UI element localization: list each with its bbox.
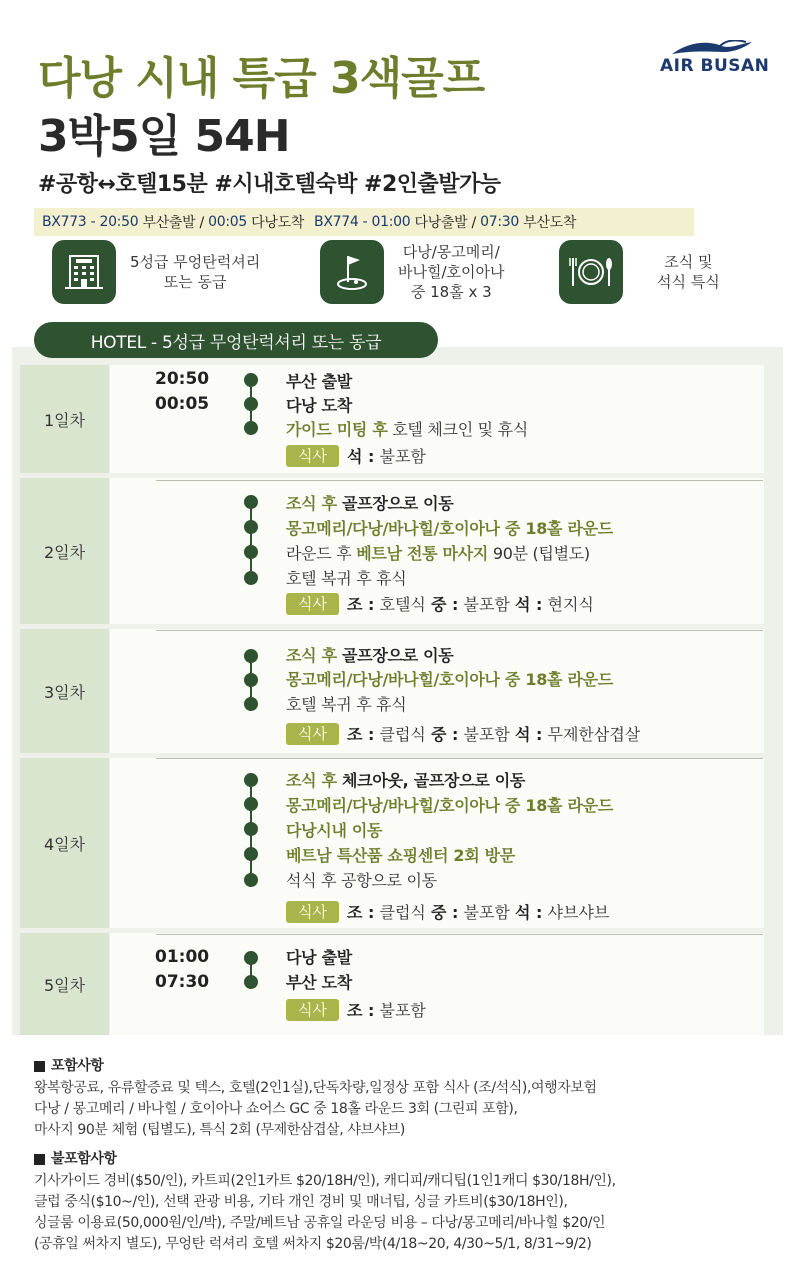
day3-row: 호텔 복귀 후 휴식 [286,695,407,714]
meal-value: 샤브샤브 [547,903,610,922]
timeline-dot [244,571,258,585]
included-block [34,1056,774,1141]
time-arrival: 07:30 [155,972,210,992]
included-line: 왕복항공료, 유류할증료 및 텍스, 호텔(2인1실),단독차량,일정상 포함 식사 (조/석식),여행자보험 [34,1080,597,1096]
meal-key: 조 : [346,595,375,614]
day5-times [155,945,209,995]
logo-text [660,56,769,76]
timeline-dot [244,520,258,534]
timeline-dot [244,673,258,687]
notes-section [34,1056,774,1263]
meal-value: 클럽식 [379,903,426,922]
hashtags: #공항↔호텔15분 #시내호텔숙박 #2인출발가능 [38,172,501,197]
logo-busan-text: BUSAN [700,56,770,76]
meal-value: 불포함 [463,595,510,614]
inbound-arrival: 부산도착 [523,215,577,231]
outbound-arrival-time: 00:05 [208,214,247,230]
excluded-heading [34,1149,774,1170]
feature-row [52,240,752,312]
meal-key: 중 : [430,903,459,922]
day2-row [286,491,453,514]
highlight-text: 베트남 전통 마사지 [356,544,489,563]
meal-value: 불포함 [379,1001,426,1020]
flight-info-bar [34,208,694,236]
feature-hotel [52,240,260,304]
highlight-text: 가이드 미팅 후 [286,420,388,439]
square-bullet-icon [34,1061,45,1072]
divider [156,480,763,481]
logo-air-text: AIR [660,56,695,76]
timeline-dot [244,773,258,787]
time-departure: 20:50 [155,369,210,389]
day-label: 5일차 [20,933,109,1035]
day4-row [286,843,515,866]
hotel-icon [52,240,116,304]
day5-row: 부산 도착 [286,973,352,992]
feature-hotel-line2: 또는 동급 [163,273,227,291]
timeline-dot [244,649,258,663]
feature-meal-line1: 조식 및 [664,253,713,271]
day-label: 3일차 [20,629,109,753]
meal-value: 불포함 [463,725,510,744]
row-text: 골프장으로 이동 [342,494,454,513]
day-label: 4일차 [20,758,109,928]
meal-key: 조 : [346,725,375,744]
excluded-line: 싱글룸 이용료(50,000원/인/박), 주말/베트남 공휴일 라운딩 비용 – 다낭/몽고메리/바나힐 $20/인 [34,1215,606,1231]
day3-row [286,667,613,690]
meal-value: 현지식 [547,595,594,614]
divider [156,758,763,759]
divider [156,630,763,631]
meal-tag: 식사 [286,723,339,745]
highlight-text: 조식 후 [286,646,337,665]
day1-times [155,367,209,417]
meal-key: 석 : [514,903,543,922]
row-text: 90분 (팁별도) [492,544,590,563]
timeline-dot [244,951,258,965]
meal-key: 조 : [346,1001,375,1020]
day1-row: 다낭 도착 [286,396,352,415]
row-text: 라운드 후 [286,544,352,563]
day5-row: 다낭 출발 [286,948,352,967]
day1-row [286,417,528,440]
outbound-code: BX773 - 20:50 [42,214,139,230]
day4-row: 석식 후 공항으로 이동 [286,871,437,890]
timeline-dot [244,697,258,711]
row-text: 다낭시내 이동 [286,821,383,840]
feature-golf [320,240,505,304]
feature-meal [559,240,720,304]
row-text: 몽고메리/다낭/바나힐/호이아나 중 18홀 라운드 [286,519,613,538]
outbound-departure: 부산출발 / [142,215,204,231]
meal-tag: 식사 [286,593,339,615]
meal-value: 불포함 [379,447,426,466]
day-label: 1일차 [20,365,109,473]
timeline-dot [244,373,258,387]
day3-row [286,643,453,666]
time-arrival: 00:05 [155,394,210,414]
day5-meal [286,998,426,1021]
meal-tag: 식사 [286,901,339,923]
highlight-text: 조식 후 [286,494,337,513]
day4-row [286,793,613,816]
meal-key: 석 : [346,447,375,466]
meal-key: 석 : [514,595,543,614]
meal-tag: 식사 [286,445,339,467]
excluded-line: 기사가이드 경비($50/인), 카트피(2인1카트 $20/18H/인), 캐디피/캐디팁(1인1캐디 $30/18H/인), [34,1173,616,1189]
divider [156,934,763,935]
day2-meal [286,592,594,615]
day-label: 2일차 [20,478,109,624]
day4-meal [286,900,609,923]
timeline-dot [244,797,258,811]
hotel-label: HOTEL - 5성급 무엉탄럭셔리 또는 동급 [34,322,438,358]
page-title: 다낭 시내 특급 3색골프 [38,53,485,104]
feature-golf-line2: 바나힐/호이아나 [398,263,505,281]
excluded-block [34,1149,774,1255]
day3-meal [286,722,640,745]
square-bullet-icon [34,1154,45,1165]
row-text: 몽고메리/다낭/바나힐/호이아나 중 18홀 라운드 [286,670,613,689]
day4-row [286,818,382,841]
timeline-line [250,502,252,578]
timeline-dot [244,847,258,861]
feature-hotel-line1: 5성급 무엉탄럭셔리 [130,253,261,271]
golf-flag-icon [320,240,384,304]
meal-value: 불포함 [463,903,510,922]
day1-meal [286,444,426,467]
time-departure: 01:00 [155,947,210,967]
highlight-text: 조식 후 [286,771,337,790]
excluded-line: 클럽 중식($10~/인), 선택 관광 비용, 기타 개인 경비 및 매너팁, 싱글 카트비($30/18H인), [34,1194,568,1210]
timeline-dot [244,975,258,989]
meal-key: 중 : [430,725,459,744]
row-text: 체크아웃, 골프장으로 이동 [342,771,526,790]
meal-value: 클럽식 [379,725,426,744]
inbound-arrival-time: 07:30 [480,214,519,230]
row-text: 호텔 체크인 및 휴식 [392,420,528,439]
day2-row: 호텔 복귀 후 휴식 [286,569,407,588]
timeline-dot [244,397,258,411]
timeline-dot [244,822,258,836]
included-line: 다낭 / 몽고메리 / 바나힐 / 호이아나 쇼어스 GC 중 18홀 라운드 3회 (그린피 포함), [34,1101,518,1117]
heading-text: 불포함사항 [51,1151,117,1167]
feature-meal-line2: 석식 특식 [657,273,720,291]
day1-row: 부산 출발 [286,372,352,391]
timeline-dot [244,421,258,435]
feature-golf-line3: 중 18홀 x 3 [410,283,492,301]
included-heading [34,1056,774,1077]
row-text: 몽고메리/다낭/바나힐/호이아나 중 18홀 라운드 [286,796,613,815]
meal-value: 호텔식 [379,595,426,614]
inbound-code: BX774 - 01:00 [314,214,411,230]
excluded-line: (공휴일 써차지 별도), 무엉탄 럭셔리 호텔 써차지 $20룸/박(4/18~20, 4/30~5/1, 8/31~9/2) [34,1236,592,1252]
included-line: 마사지 90분 체험 (팁별도), 특식 2회 (무제한삼겹살, 샤브샤브) [34,1122,405,1138]
meal-tag: 식사 [286,999,339,1021]
row-text: 골프장으로 이동 [342,646,454,665]
feature-golf-line1: 다낭/몽고메리/ [402,243,500,261]
timeline-dot [244,873,258,887]
page-subtitle: 3박5일 54H [38,111,290,162]
heading-text: 포함사항 [51,1058,104,1074]
day2-row [286,516,613,539]
meal-key: 조 : [346,903,375,922]
day4-row [286,768,525,791]
meal-icon [559,240,623,304]
day2-row [286,541,590,564]
outbound-arrival: 다낭도착 [251,215,305,231]
meal-key: 중 : [430,595,459,614]
meal-key: 석 : [514,725,543,744]
timeline-dot [244,545,258,559]
timeline-dot [244,495,258,509]
meal-value: 무제한삼겹살 [547,725,641,744]
row-text: 베트남 특산품 쇼핑센터 2회 방문 [286,846,515,865]
inbound-departure: 다낭출발 / [414,215,476,231]
